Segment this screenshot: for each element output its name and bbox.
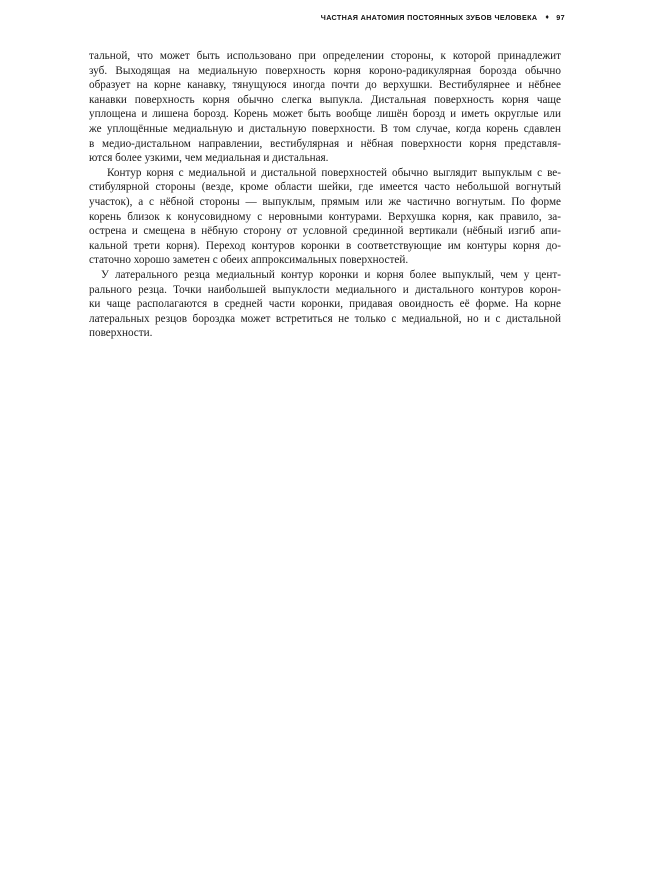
text-line: латеральных резцов бороздка может встретиться не только с медиальной, но и с дистальной (89, 312, 561, 325)
text-line: же уплощённые медиальную и дистальную поверхности. В том случае, когда корень сдавлен (89, 122, 561, 135)
text-line: в медио-дистальном направлении, вестибулярная и нёбная поверхности корня представля- (89, 137, 561, 150)
text-line: рального резца. Точки наибольшей выпуклости медиального и дистального контуров корон- (89, 283, 561, 296)
text-line: участок), а с нёбной стороны — выпуклым, прямым или же частично вогнутым. По форме (89, 195, 561, 208)
text-line: поверхности. (89, 327, 153, 340)
text-line: ки чаще располагаются в средней части коронки, придавая овоидность её форме. На корне (89, 298, 561, 311)
diamond-separator-icon: ♦ (545, 14, 550, 21)
text-line: острена и смещена в нёбную сторону от условной срединной вертикали (нёбный изгиб апи- (89, 225, 561, 238)
page-number: 97 (556, 13, 565, 22)
running-title: ЧАСТНАЯ АНАТОМИЯ ПОСТОЯННЫХ ЗУБОВ ЧЕЛОВЕКА (320, 13, 538, 22)
text-line: корень близок к конусовидному с неровными контурами. Верхушка корня, как правило, за- (89, 210, 561, 223)
text-line: тальной, что может быть использовано при определении стороны, к которой принадлежит (89, 50, 561, 62)
text-line: Контур корня с медиальной и дистальной поверхностей обычно выглядит выпуклым с ве- (107, 166, 561, 179)
body-text (89, 49, 561, 341)
text-line: образует на корне канавку, тянущуюся иногда почти до верхушки. Вестибулярнее и нёбнее (89, 79, 561, 92)
text-line: уплощена и лишена борозд. Корень может быть вообще лишён борозд и иметь округлые или (89, 108, 561, 121)
text-line: У латерального резца медиальный контур коронки и корня более выпуклый, чем у цент- (101, 268, 561, 281)
text-line: канавки поверхность корня обычно слегка выпукла. Дистальная поверхность корня чаще (89, 93, 561, 106)
text-line: зуб. Выходящая на медиальную поверхность корня короно-радикулярная борозда обычно (89, 64, 561, 77)
text-line: ются более узкими, чем медиальная и дистальная. (89, 152, 329, 165)
text-line: кальной трети корня). Переход контуров коронки в соответствующие им контуры корня до- (89, 239, 561, 252)
running-header (321, 13, 565, 22)
text-line: стибулярной стороны (везде, кроме области шейки, где имеется часто небольшой вогнутый (89, 181, 561, 194)
text-line: статочно хорошо заметен с обеих аппроксимальных поверхностей. (89, 254, 409, 267)
